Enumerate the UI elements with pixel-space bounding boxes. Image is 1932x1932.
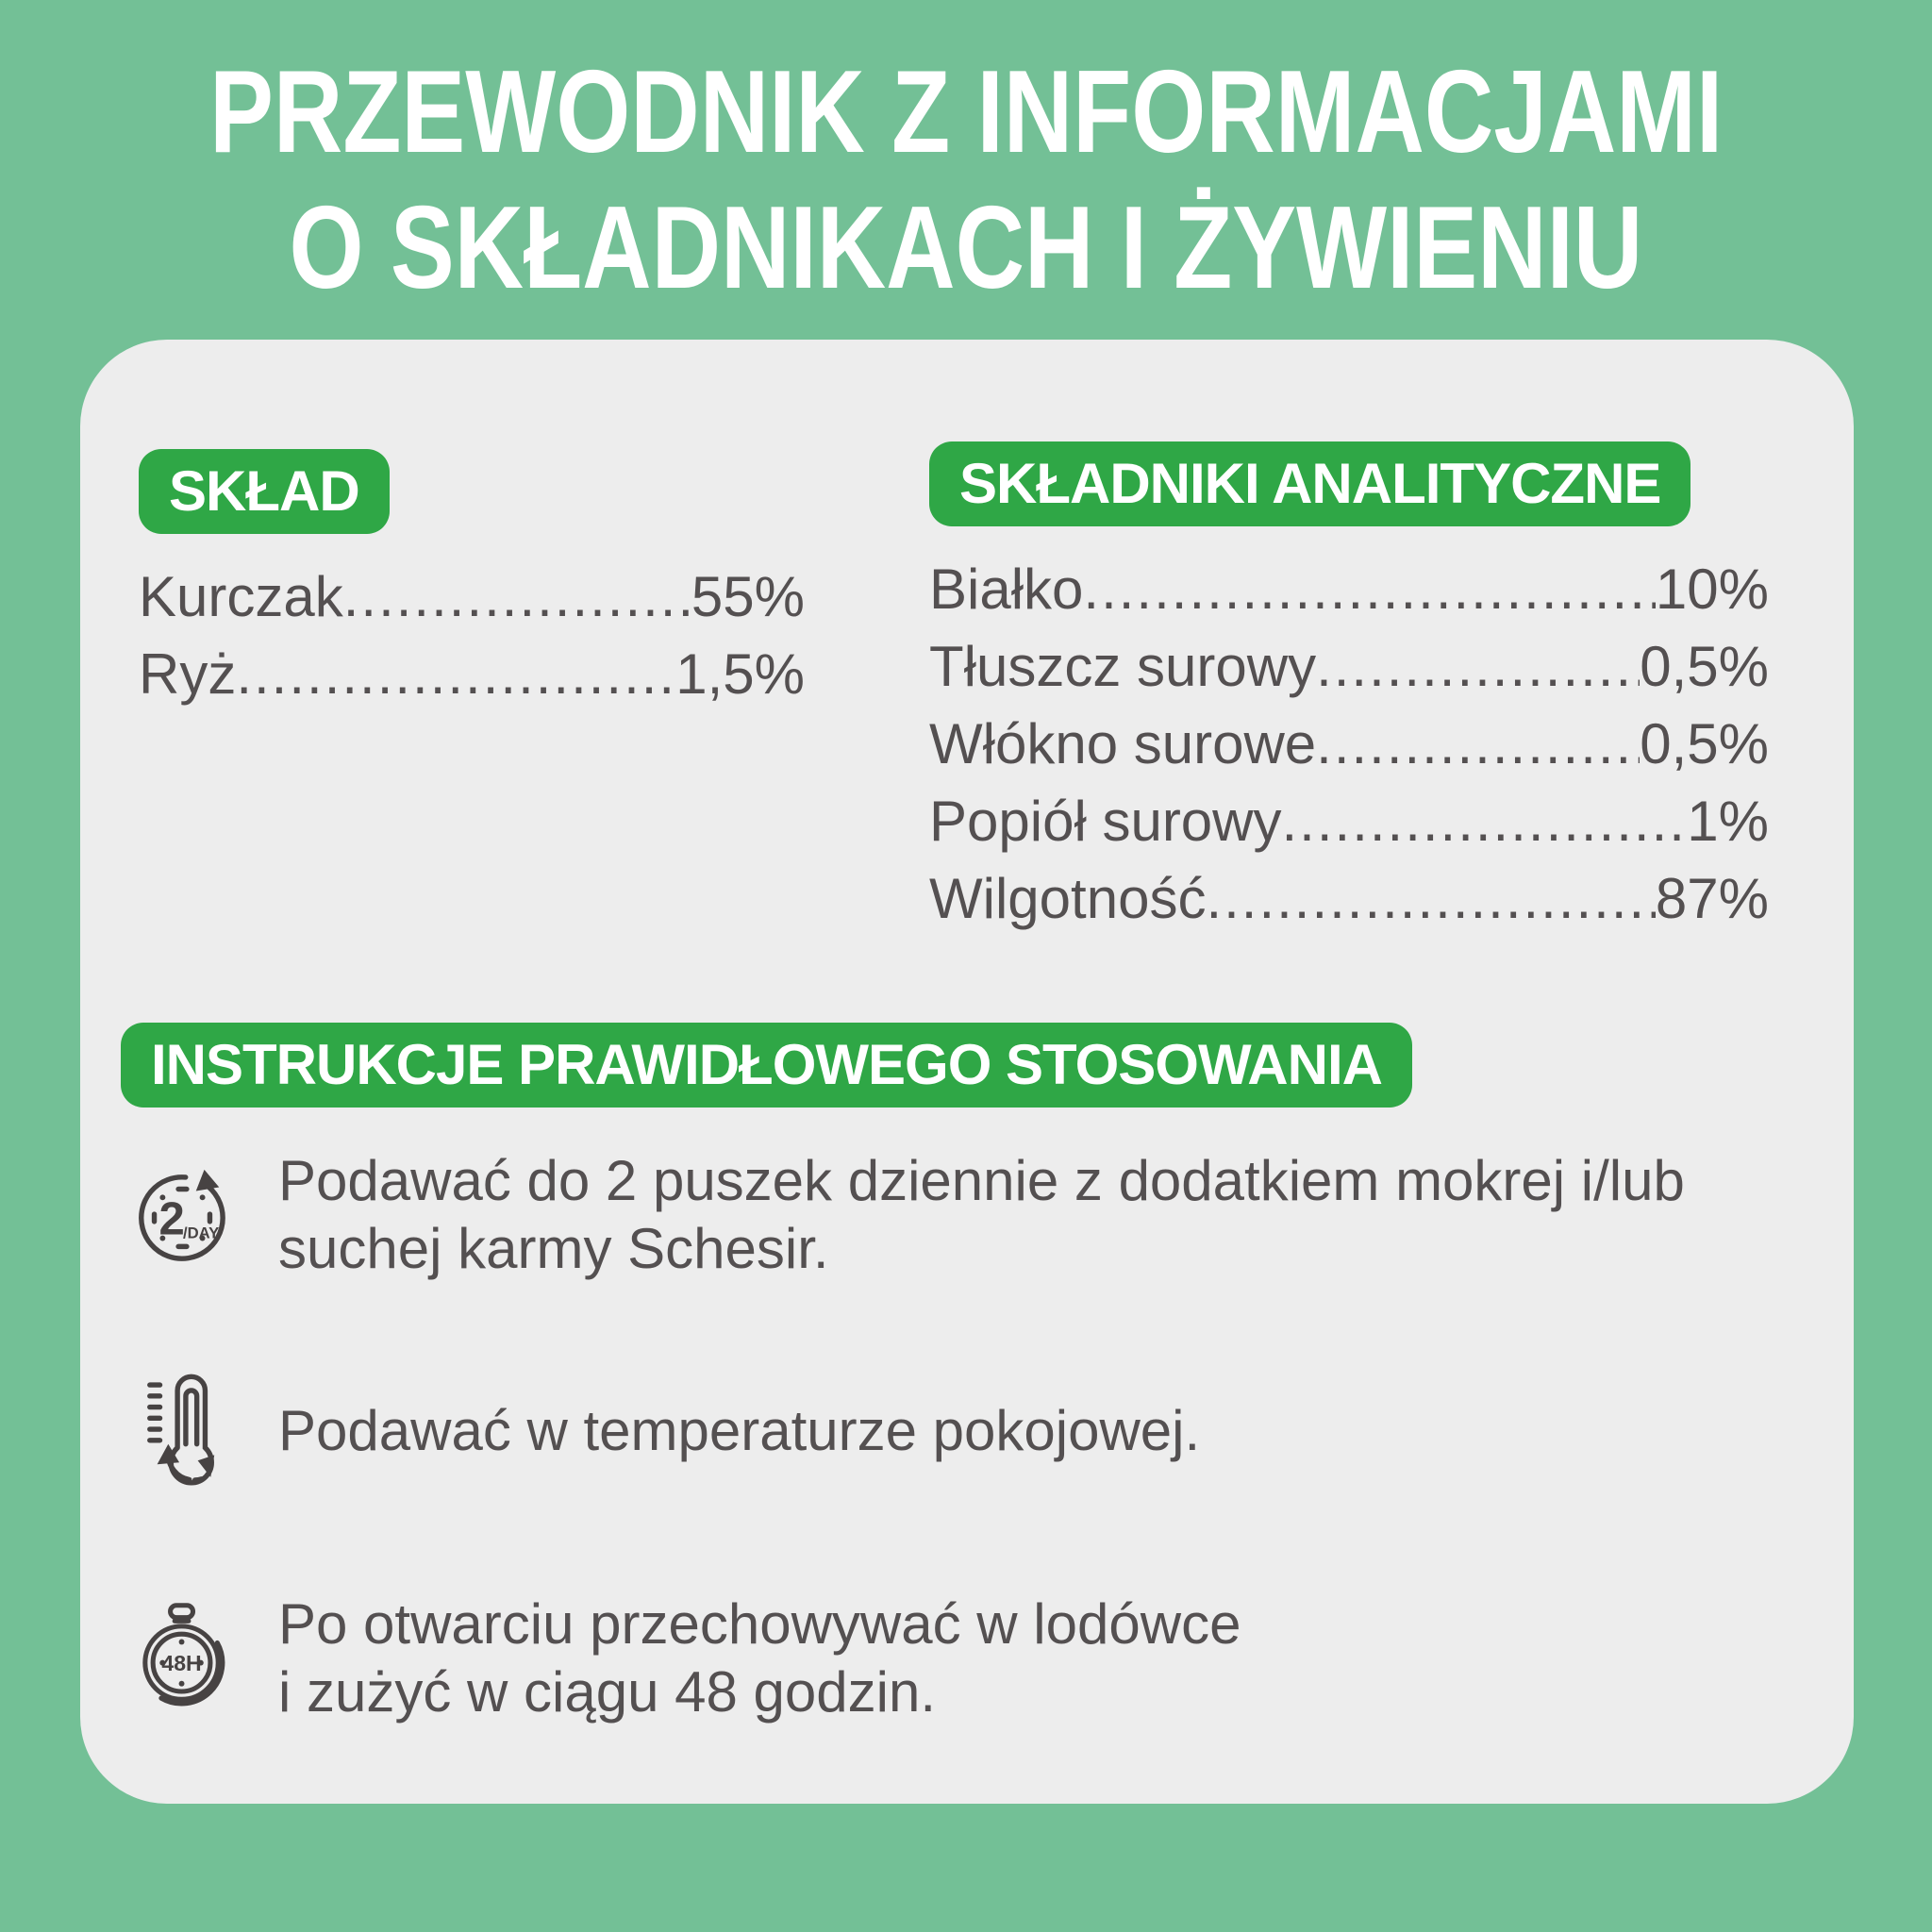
- table-row: [929, 551, 1769, 628]
- composition-heading-badge: SKŁAD: [139, 449, 390, 534]
- table-row: [929, 783, 1769, 860]
- svg-text:/DAY: /DAY: [182, 1224, 220, 1242]
- dot-leader: [1206, 860, 1655, 938]
- table-row: [929, 706, 1769, 783]
- nutrient-value: 10%: [1655, 558, 1769, 621]
- instruction-text: Podawać w temperaturze pokojowej.: [278, 1399, 1201, 1462]
- analytical-section: [929, 441, 1769, 938]
- page-title-line2: O SKŁADNIKACH I ŻYWIENIU: [289, 182, 1643, 313]
- instruction-text: Po otwarciu przechowywać w lodówce i zużyć w ciągu 48 godzin.: [278, 1592, 1241, 1724]
- analytical-heading-badge: SKŁADNIKI ANALITYCZNE: [929, 441, 1690, 526]
- dot-leader: [1282, 783, 1688, 860]
- instruction-text: Podawać do 2 puszek dziennie z dodatkiem mokrej i/lub suchej karmy Schesir.: [278, 1149, 1685, 1280]
- analytical-list: [929, 551, 1769, 938]
- clock-2-per-day-icon: [129, 1164, 235, 1266]
- thermometer-icon: [129, 1366, 235, 1496]
- nutrient-label: Włókno surowe: [929, 712, 1317, 775]
- table-row: [139, 636, 805, 713]
- nutrient-label: Kurczak: [139, 565, 343, 628]
- table-row: [139, 558, 805, 636]
- info-card: [80, 340, 1854, 1804]
- svg-text:2: 2: [158, 1193, 185, 1245]
- nutrient-value: 0,5%: [1640, 635, 1769, 698]
- nutrient-label: Ryż: [139, 642, 237, 706]
- composition-section: [139, 449, 805, 713]
- nutrient-value: 1,5%: [675, 642, 805, 706]
- dot-leader: [343, 558, 691, 636]
- nutrient-value: 0,5%: [1640, 712, 1769, 775]
- dot-leader: [1316, 706, 1640, 783]
- nutrient-value: 1%: [1687, 790, 1769, 853]
- nutrient-label: Wilgotność: [929, 867, 1207, 930]
- table-row: [929, 628, 1769, 706]
- composition-list: [139, 558, 805, 713]
- table-row: [929, 860, 1769, 938]
- instruction-row-feeding: [129, 1147, 1771, 1283]
- dot-leader: [1316, 628, 1640, 706]
- nutrient-value: 55%: [691, 565, 805, 628]
- dot-leader: [1083, 551, 1655, 628]
- nutrient-label: Popiół surowy: [929, 790, 1282, 853]
- instructions-heading-badge: INSTRUKCJE PRAWIDŁOWEGO STOSOWANIA: [121, 1023, 1412, 1108]
- dot-leader: [236, 636, 675, 713]
- page-title-line1: PRZEWODNIK Z INFORMACJAMI: [208, 47, 1724, 177]
- instruction-row-temperature: [129, 1366, 1771, 1496]
- instruction-row-storage: [129, 1591, 1771, 1726]
- svg-text:48H: 48H: [161, 1650, 202, 1675]
- nutrient-label: Tłuszcz surowy: [929, 635, 1317, 698]
- nutrient-label: Białko: [929, 558, 1084, 621]
- nutrient-value: 87%: [1655, 867, 1769, 930]
- stopwatch-48h-icon: [129, 1601, 235, 1716]
- page-title: [0, 45, 1932, 317]
